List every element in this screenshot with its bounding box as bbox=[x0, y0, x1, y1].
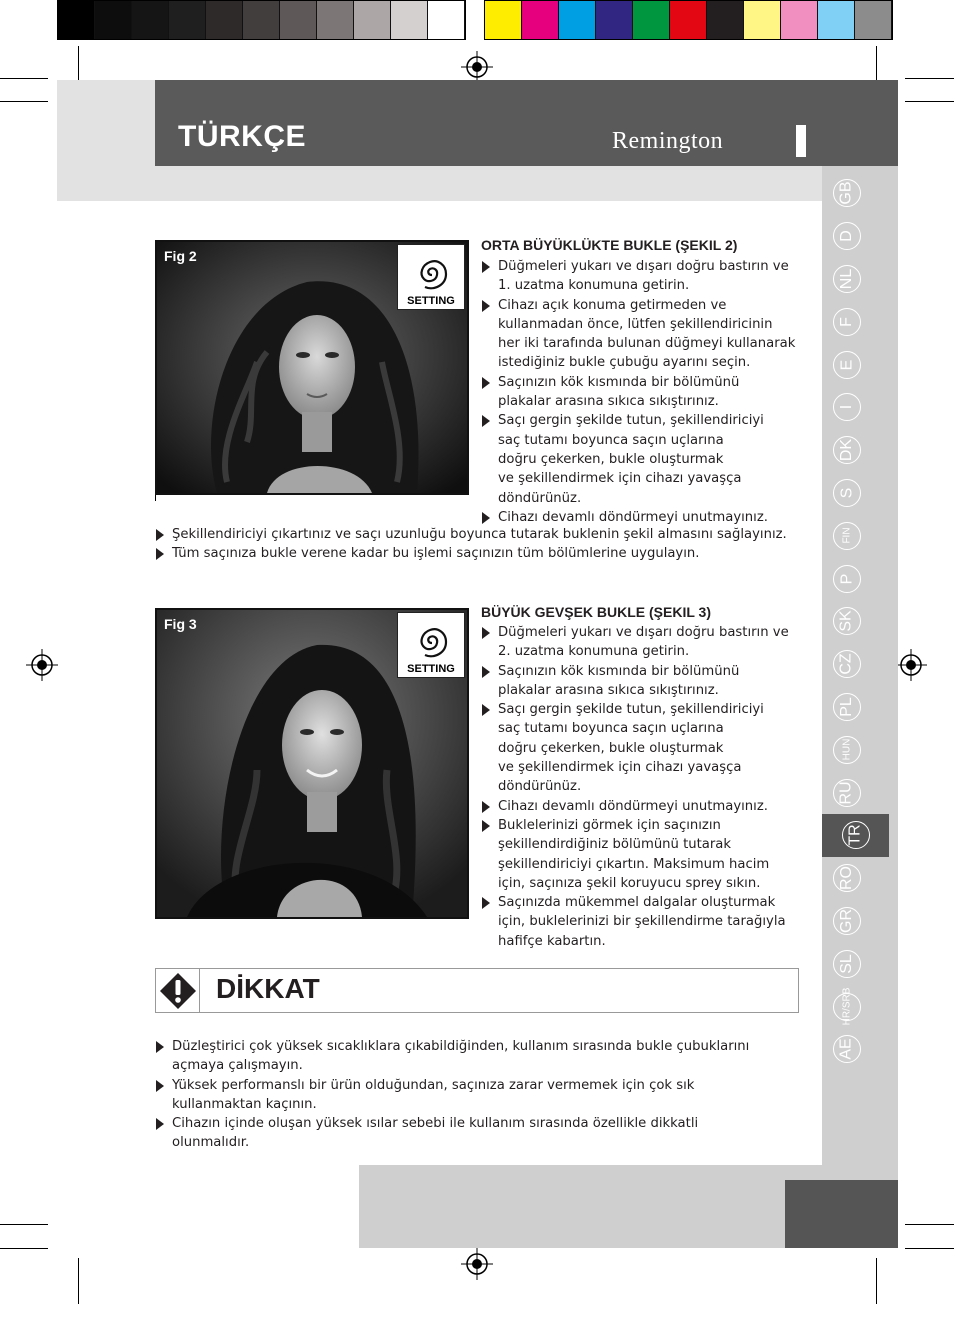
color-swatch bbox=[485, 1, 522, 39]
color-swatch bbox=[559, 1, 596, 39]
crop-mark bbox=[905, 1248, 954, 1249]
language-tab-circle bbox=[833, 693, 861, 721]
list-item bbox=[481, 797, 811, 816]
bullet-arrow-icon bbox=[482, 377, 490, 389]
list-item bbox=[155, 1114, 815, 1153]
crop-mark bbox=[905, 101, 954, 102]
language-tab-circle bbox=[833, 779, 861, 807]
bullet-arrow-icon bbox=[482, 512, 490, 524]
language-tab-ae[interactable] bbox=[829, 1028, 865, 1071]
language-tab-circle bbox=[833, 1035, 861, 1063]
list-item-text: Saçı gergin şekilde tutun, şekillendiriciyi saç tutamı boyunca saçın uçlarına doğru çekerken, bukle oluşturmak ve şekillendirmek için cihazı yavaşça döndürünüz. bbox=[498, 413, 764, 506]
language-tab-circle bbox=[833, 222, 861, 250]
bullet-arrow-icon bbox=[156, 1118, 164, 1130]
list-item bbox=[481, 816, 811, 893]
list-item-text: Saçınızın kök kısmında bir bölümünü plakalar arasına sıkıca sıkıştırınız. bbox=[498, 374, 740, 410]
language-tab-label: I bbox=[837, 405, 855, 410]
bullet-arrow-icon bbox=[156, 529, 164, 541]
color-calibration-bar-left bbox=[57, 0, 466, 40]
color-swatch bbox=[596, 1, 633, 39]
language-tab-label: S bbox=[837, 487, 855, 499]
color-swatch bbox=[818, 1, 855, 39]
language-tab-e[interactable] bbox=[829, 343, 865, 386]
section-title-medium-curl: ORTA BÜYÜKLÜKTE BUKLE (ŞEKIL 2) bbox=[481, 237, 738, 253]
language-tab-ro[interactable] bbox=[829, 857, 865, 900]
registration-mark-icon bbox=[26, 649, 58, 681]
figure-label: Fig 2 bbox=[164, 248, 197, 264]
language-tab-fin[interactable] bbox=[829, 514, 865, 557]
color-swatch bbox=[391, 1, 428, 39]
language-tab-f[interactable] bbox=[829, 300, 865, 343]
curl-spiral-icon bbox=[398, 613, 466, 663]
footer-page-block bbox=[785, 1180, 898, 1248]
color-swatch bbox=[95, 1, 132, 39]
figure-2-photo bbox=[155, 240, 469, 495]
language-tab-circle bbox=[833, 864, 861, 892]
list-item-text: Tüm saçınıza bukle verene kadar bu işlemi saçınızın tüm bölümlerine uygulayın. bbox=[172, 546, 700, 562]
list-item bbox=[481, 893, 811, 951]
list-item-text: Yüksek performanslı bir ürün olduğundan, saçınıza zarar vermemek için çok sık kullanmaktan kaçının. bbox=[172, 1077, 695, 1112]
language-tab-label: AE bbox=[838, 1038, 855, 1060]
crop-mark bbox=[0, 101, 48, 102]
registration-mark-icon bbox=[461, 1248, 493, 1280]
language-tab-i[interactable] bbox=[829, 386, 865, 429]
language-tab-label: D bbox=[838, 230, 855, 242]
large-curl-steps bbox=[481, 623, 811, 951]
crop-mark bbox=[0, 78, 48, 79]
setting-badge bbox=[397, 244, 465, 310]
list-item bbox=[155, 525, 815, 544]
language-tab-circle bbox=[833, 565, 861, 593]
list-item-text: Düğmeleri yukarı ve dışarı doğru bastırın ve 2. uzatma konumuna getirin. bbox=[498, 625, 789, 660]
curl-spiral-icon bbox=[398, 245, 466, 295]
warning-icon bbox=[158, 971, 198, 1011]
list-item-text: Cihazı açık konuma getirmeden ve kullanmadan önce, lütfen şekillendiricinin her iki tarafında bulunan düğmeyi kullanarak istediğiniz bukle çubuğu ayarını seçin. bbox=[498, 297, 796, 371]
color-swatch bbox=[670, 1, 707, 39]
language-tab-circle bbox=[833, 522, 861, 550]
bullet-arrow-icon bbox=[482, 261, 490, 273]
language-tab-circle bbox=[833, 479, 861, 507]
language-tab-label: FIN bbox=[841, 527, 853, 544]
language-tab-label: HR/SRB bbox=[841, 987, 853, 1026]
list-item-text: Cihazı devamlı döndürmeyi unutmayınız. bbox=[498, 509, 768, 525]
language-tab-hr-srb[interactable] bbox=[829, 985, 865, 1028]
list-item bbox=[481, 296, 811, 373]
crop-mark bbox=[78, 1258, 79, 1304]
brand-logo-bar bbox=[796, 125, 806, 157]
list-item bbox=[155, 1037, 815, 1076]
language-tab-circle bbox=[833, 607, 861, 635]
language-tab-p[interactable] bbox=[829, 557, 865, 600]
caution-icon-cell bbox=[156, 969, 200, 1012]
list-item-text: Cihazın içinde oluşan yüksek ısılar sebebi ile kullanım sırasında özellikle dikkatli olunmalıdır. bbox=[172, 1116, 699, 1151]
list-item bbox=[155, 1076, 815, 1115]
language-tab-s[interactable] bbox=[829, 472, 865, 515]
language-tab-nl[interactable] bbox=[829, 258, 865, 301]
list-item bbox=[481, 662, 811, 701]
color-swatch bbox=[781, 1, 818, 39]
setting-badge bbox=[397, 612, 465, 678]
list-item-text: Saçı gergin şekilde tutun, şekillendiriciyi saç tutamı boyunca saçın uçlarına doğru çekerken, bukle oluşturmak ve şekillendirmek için cihazı yavaşça döndürünüz. bbox=[498, 702, 764, 795]
registration-mark-icon bbox=[895, 649, 927, 681]
list-item bbox=[481, 257, 811, 296]
list-item-text: Şekillendiriciyi çıkartınız ve saçı uzunluğu boyunca tutarak buklenin şekil almasını sağlayınız. bbox=[172, 527, 787, 542]
medium-curl-steps bbox=[481, 257, 811, 527]
color-swatch bbox=[707, 1, 744, 39]
bullet-arrow-icon bbox=[156, 1041, 164, 1053]
language-tab-sl[interactable] bbox=[829, 942, 865, 985]
color-calibration-bar-right bbox=[484, 0, 893, 40]
caution-header bbox=[155, 968, 799, 1013]
figure-label: Fig 3 bbox=[164, 616, 197, 632]
language-tab-circle bbox=[833, 179, 861, 207]
list-item bbox=[481, 411, 811, 507]
language-tab-label: SK bbox=[838, 610, 855, 633]
color-swatch bbox=[522, 1, 559, 39]
crop-mark bbox=[905, 1224, 954, 1225]
list-item-text: Cihazı devamlı döndürmeyi unutmayınız. bbox=[498, 798, 768, 814]
color-swatch bbox=[206, 1, 243, 39]
language-tab-circle bbox=[833, 308, 861, 336]
language-tab-label: P bbox=[837, 573, 855, 584]
language-tab-circle bbox=[842, 821, 870, 849]
section-title-large-curl: BÜYÜK GEVŞEK BUKLE (ŞEKIL 3) bbox=[481, 604, 711, 620]
language-tab-label: RO bbox=[838, 866, 855, 891]
language-tab-label: DK bbox=[837, 439, 855, 462]
crop-mark bbox=[876, 1258, 877, 1304]
crop-mark bbox=[0, 1248, 48, 1249]
language-tab-label: GR bbox=[838, 908, 855, 933]
color-swatch bbox=[428, 1, 465, 39]
page-title: TÜRKÇE bbox=[178, 120, 306, 153]
language-tab-circle bbox=[833, 351, 861, 379]
color-swatch bbox=[243, 1, 280, 39]
color-swatch bbox=[354, 1, 391, 39]
list-item-text: Düzleştirici çok yüksek sıcaklıklara çıkabildiğinden, kullanım sırasında bukle çubuklarını açmaya çalışmayın. bbox=[172, 1039, 750, 1074]
language-tab-gr[interactable] bbox=[829, 900, 865, 943]
brand-logo: Remington bbox=[612, 128, 724, 154]
bullet-arrow-icon bbox=[482, 666, 490, 678]
registration-mark-icon bbox=[461, 51, 493, 83]
language-tab-hun[interactable] bbox=[829, 728, 865, 771]
list-item bbox=[481, 700, 811, 796]
bullet-arrow-icon bbox=[482, 820, 490, 832]
color-swatch bbox=[169, 1, 206, 39]
bullet-arrow-icon bbox=[482, 704, 490, 716]
language-tab-pl[interactable] bbox=[829, 686, 865, 729]
list-item bbox=[481, 623, 811, 662]
language-tab-dk[interactable] bbox=[829, 429, 865, 472]
bullet-arrow-icon bbox=[156, 548, 164, 560]
list-item bbox=[481, 373, 811, 412]
color-swatch bbox=[633, 1, 670, 39]
bullet-arrow-icon bbox=[156, 1080, 164, 1092]
language-tab-circle bbox=[833, 436, 861, 464]
language-tab-label: F bbox=[838, 316, 855, 327]
bullet-arrow-icon bbox=[482, 415, 490, 427]
language-tab-label: SL bbox=[837, 953, 855, 974]
caution-title: DİKKAT bbox=[216, 973, 320, 1004]
list-item-text: Düğmeleri yukarı ve dışarı doğru bastırın ve 1. uzatma konumuna getirin. bbox=[498, 259, 789, 294]
bullet-arrow-icon bbox=[482, 627, 490, 639]
setting-label: SETTING bbox=[407, 295, 455, 307]
list-item-text: Buklelerinizi görmek için saçınızın şekillendirdiğiniz bölümünü tutarak şekillendiriciyi çıkartın. Maksimum hacim için, saçınıza şekil koruyucu sprey sıkın. bbox=[498, 817, 770, 891]
bullet-arrow-icon bbox=[482, 300, 490, 312]
language-tab-sk[interactable] bbox=[829, 600, 865, 643]
language-tab-label: HUN bbox=[841, 738, 853, 761]
bullet-arrow-icon bbox=[482, 897, 490, 909]
color-swatch bbox=[317, 1, 354, 39]
color-swatch bbox=[132, 1, 169, 39]
medium-curl-steps-continued bbox=[155, 525, 815, 564]
language-tab-circle bbox=[833, 736, 861, 764]
language-tab-label: E bbox=[837, 359, 855, 370]
language-tab-circle bbox=[833, 950, 861, 978]
language-tab-label: RU bbox=[837, 780, 855, 805]
language-tab-circle bbox=[833, 987, 861, 1026]
crop-mark bbox=[905, 78, 954, 79]
color-swatch bbox=[744, 1, 781, 39]
color-swatch bbox=[58, 1, 95, 39]
language-tab-circle bbox=[833, 907, 861, 935]
language-tab-label: PL bbox=[837, 697, 855, 717]
language-tab-label: TR bbox=[846, 824, 864, 847]
list-item-text: Saçınızda mükemmel dalgalar oluşturmak için, buklelerinizi bir şekillendirme tarağıyla hafifçe kabartın. bbox=[498, 895, 786, 949]
language-tab-label: NL bbox=[837, 268, 855, 290]
setting-label: SETTING bbox=[407, 663, 455, 675]
language-tab-label: CZ bbox=[837, 653, 855, 675]
color-swatch bbox=[855, 1, 892, 39]
language-tab-circle bbox=[833, 650, 861, 678]
language-tab-tr[interactable] bbox=[822, 814, 889, 857]
language-tab-d[interactable] bbox=[829, 215, 865, 258]
language-tab-list bbox=[829, 172, 865, 1071]
list-item-text: Saçınızın kök kısmında bir bölümünü plakalar arasına sıkıca sıkıştırınız. bbox=[498, 663, 740, 698]
language-tab-circle bbox=[833, 393, 861, 421]
language-tab-cz[interactable] bbox=[829, 643, 865, 686]
crop-mark bbox=[0, 1224, 48, 1225]
language-tab-ru[interactable] bbox=[829, 771, 865, 814]
language-tab-gb[interactable] bbox=[829, 172, 865, 215]
caution-list bbox=[155, 1037, 815, 1153]
list-item bbox=[155, 544, 815, 563]
language-tab-circle bbox=[833, 265, 861, 293]
language-tab-label: GB bbox=[838, 181, 855, 205]
bullet-arrow-icon bbox=[482, 801, 490, 813]
figure-3-photo bbox=[155, 608, 469, 919]
color-swatch bbox=[280, 1, 317, 39]
